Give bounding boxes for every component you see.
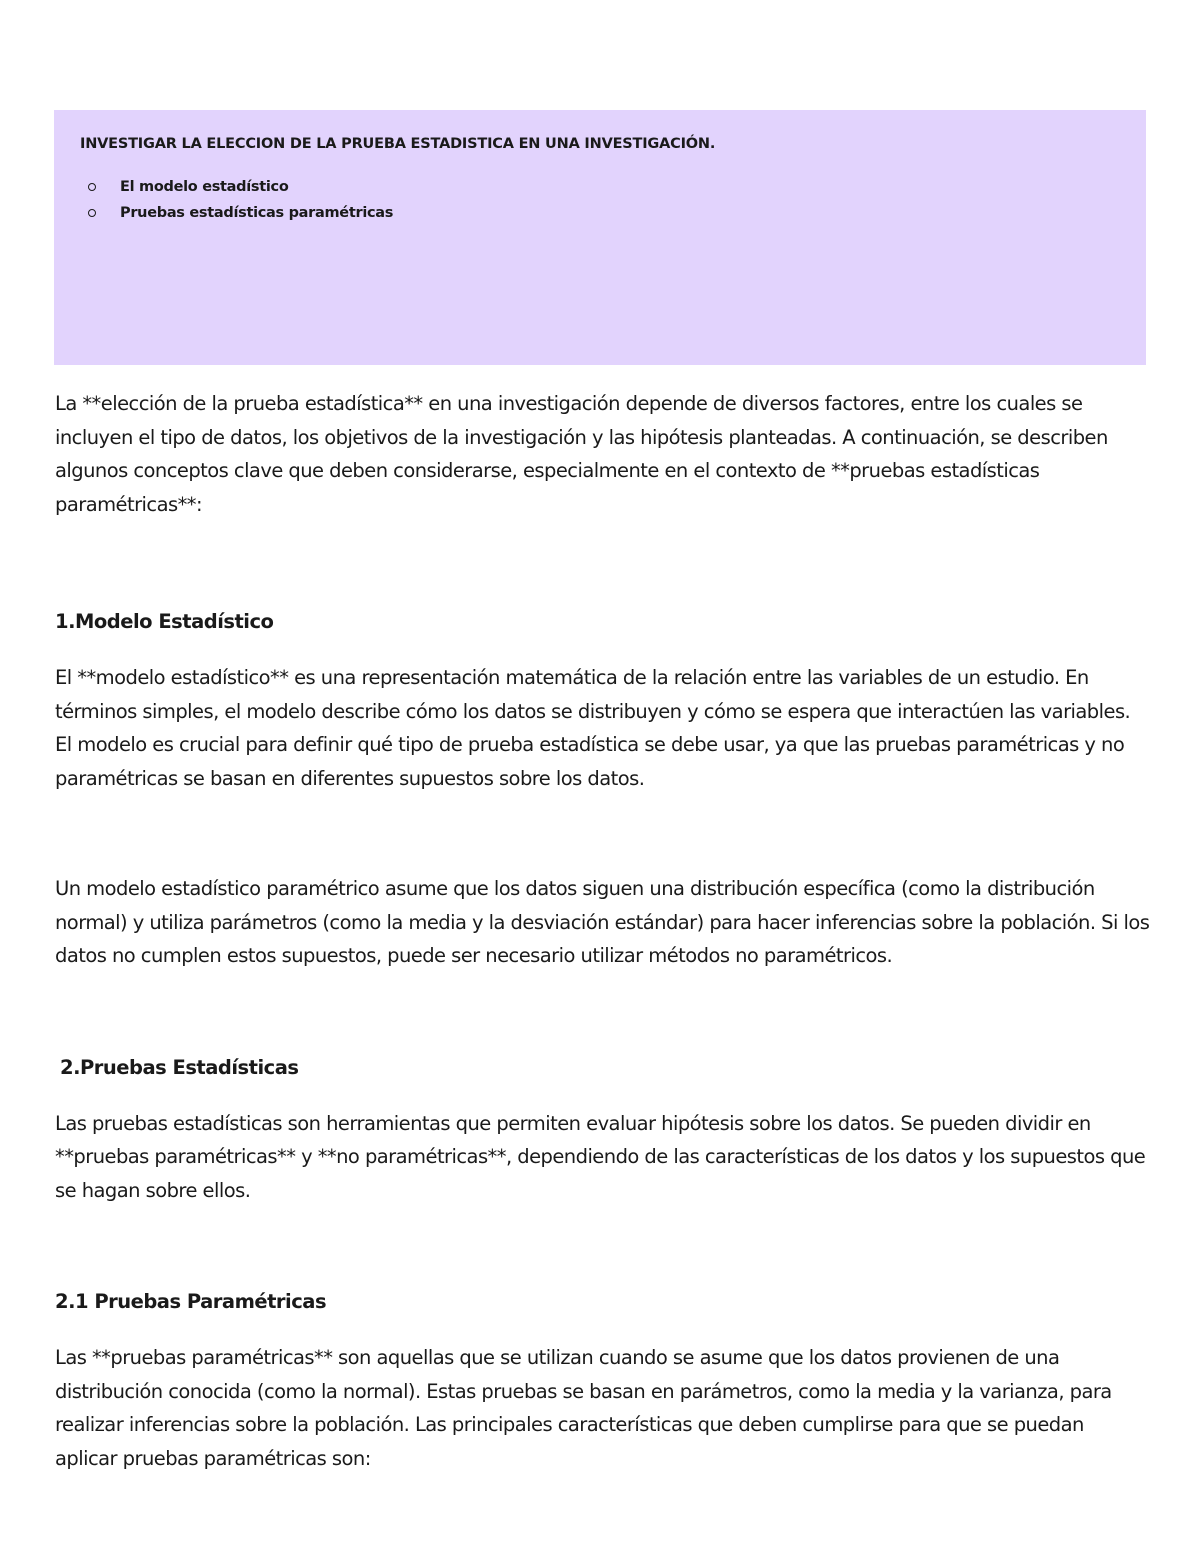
section-paragraph: Un modelo estadístico paramétrico asume que los datos siguen una distribución específica (como la distribución normal) y utiliza parámetros (como la media y la desviación estándar) para hacer inferencias sobre la población. Si los datos no cumplen estos supuestos, puede ser necesario utilizar métodos no paramétricos. [55, 877, 1150, 967]
document-title: INVESTIGAR LA ELECCION DE LA PRUEBA ESTADISTICA EN UNA INVESTIGACIÓN. [80, 136, 716, 152]
list-item-label: Pruebas estadísticas paramétricas [120, 205, 394, 221]
section-heading: 2.1 Pruebas Paramétricas [55, 1290, 327, 1313]
section-paragraph: El **modelo estadístico** es una representación matemática de la relación entre las variables de un estudio. En términos simples, el modelo describe cómo los datos se distribuyen y cómo se espera que interactúen las variables. El modelo es crucial para definir qué tipo de prueba estadística se debe usar, ya que las pruebas paramétricas y no paramétricas se basan en diferentes supuestos sobre los datos. [55, 666, 1131, 790]
document-body [55, 387, 1150, 1475]
intro-paragraph: La **elección de la prueba estadística** en una investigación depende de diversos factores, entre los cuales se incluyen el tipo de datos, los objetivos de la investigación y las hipótesis planteadas. A continuación, se describen algunos conceptos clave que deben considerarse, especialmente en el contexto de **pruebas estadísticas paramétricas**: [55, 392, 1108, 516]
list-item [88, 174, 1120, 200]
list-item [88, 200, 1120, 226]
circle-bullet-icon [88, 183, 96, 191]
section-heading: 2.Pruebas Estadísticas [60, 1055, 299, 1079]
list-item-label: El modelo estadístico [120, 179, 289, 195]
circle-bullet-icon [88, 209, 96, 217]
section-paragraph: Las **pruebas paramétricas** son aquellas que se utilizan cuando se asume que los datos provienen de una distribución conocida (como la normal). Estas pruebas se basan en parámetros, como la media y la varianza, para realizar inferencias sobre la población. Las principales características que deben cumplirse para que se puedan aplicar pruebas paramétricas son: [55, 1346, 1112, 1470]
section-heading: 1.Modelo Estadístico [55, 610, 274, 633]
section-paragraph: Las pruebas estadísticas son herramientas que permiten evaluar hipótesis sobre los datos. Se pueden dividir en **pruebas paramétricas** y **no paramétricas**, dependiendo de las características de los datos y los supuestos que se hagan sobre ellos. [55, 1111, 1146, 1202]
header-box [54, 110, 1146, 365]
topic-list [80, 174, 1120, 226]
